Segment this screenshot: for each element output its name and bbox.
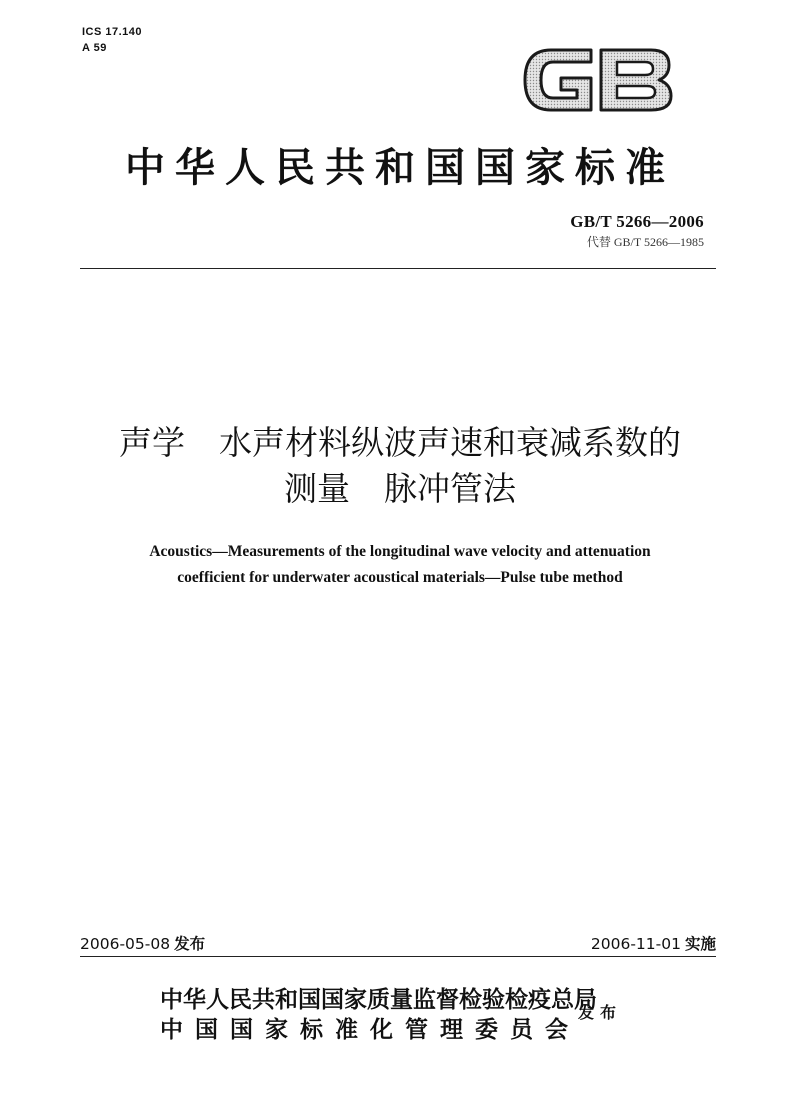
issue-label: 发布	[174, 935, 206, 953]
implementation-label: 实施	[684, 935, 716, 953]
english-title-line-1: Acoustics—Measurements of the longitudinal wave velocity and attenuation	[149, 543, 651, 560]
title-zh-l2-part2: 脉冲管法	[384, 469, 516, 508]
issue-date-block	[80, 932, 205, 954]
title-zh-l1-part2: 水声材料纵波声速和衰减系数的	[219, 423, 681, 462]
publishers	[160, 985, 597, 1045]
gb-logo-icon	[517, 40, 677, 120]
publisher-line-2: 中国国家标准化管理委员会	[160, 1016, 580, 1043]
top-divider	[80, 268, 716, 269]
standard-number: GB/T 5266—2006	[570, 212, 704, 231]
chinese-title-line-1	[0, 420, 800, 466]
english-title	[0, 539, 800, 591]
country-standard-title: 中华人民共和国国家标准	[125, 144, 675, 191]
replaces-standard: 代替 GB/T 5266—1985	[586, 235, 704, 249]
chinese-title-line-2	[0, 466, 800, 512]
implementation-date-block	[591, 932, 716, 954]
implementation-date: 2006-11-01	[590, 935, 681, 953]
issue-date: 2006-05-08	[80, 935, 171, 953]
classification-codes	[82, 24, 142, 56]
publisher-line-1: 中华人民共和国国家质量监督检验检疫总局	[160, 986, 597, 1013]
gb-logo	[517, 40, 677, 120]
chinese-title	[0, 420, 800, 512]
english-title-line-2: coefficient for underwater acoustical materials—Pulse tube method	[177, 569, 623, 586]
ics-code: ICS 17.140	[82, 26, 143, 38]
publish-label: 发布	[578, 1003, 623, 1022]
ccs-code: A 59	[82, 42, 107, 54]
bottom-divider	[80, 956, 716, 957]
title-zh-l1-part1: 声学	[119, 423, 185, 462]
standard-number-block	[570, 212, 704, 250]
title-zh-l2-part1: 测量	[284, 469, 350, 508]
